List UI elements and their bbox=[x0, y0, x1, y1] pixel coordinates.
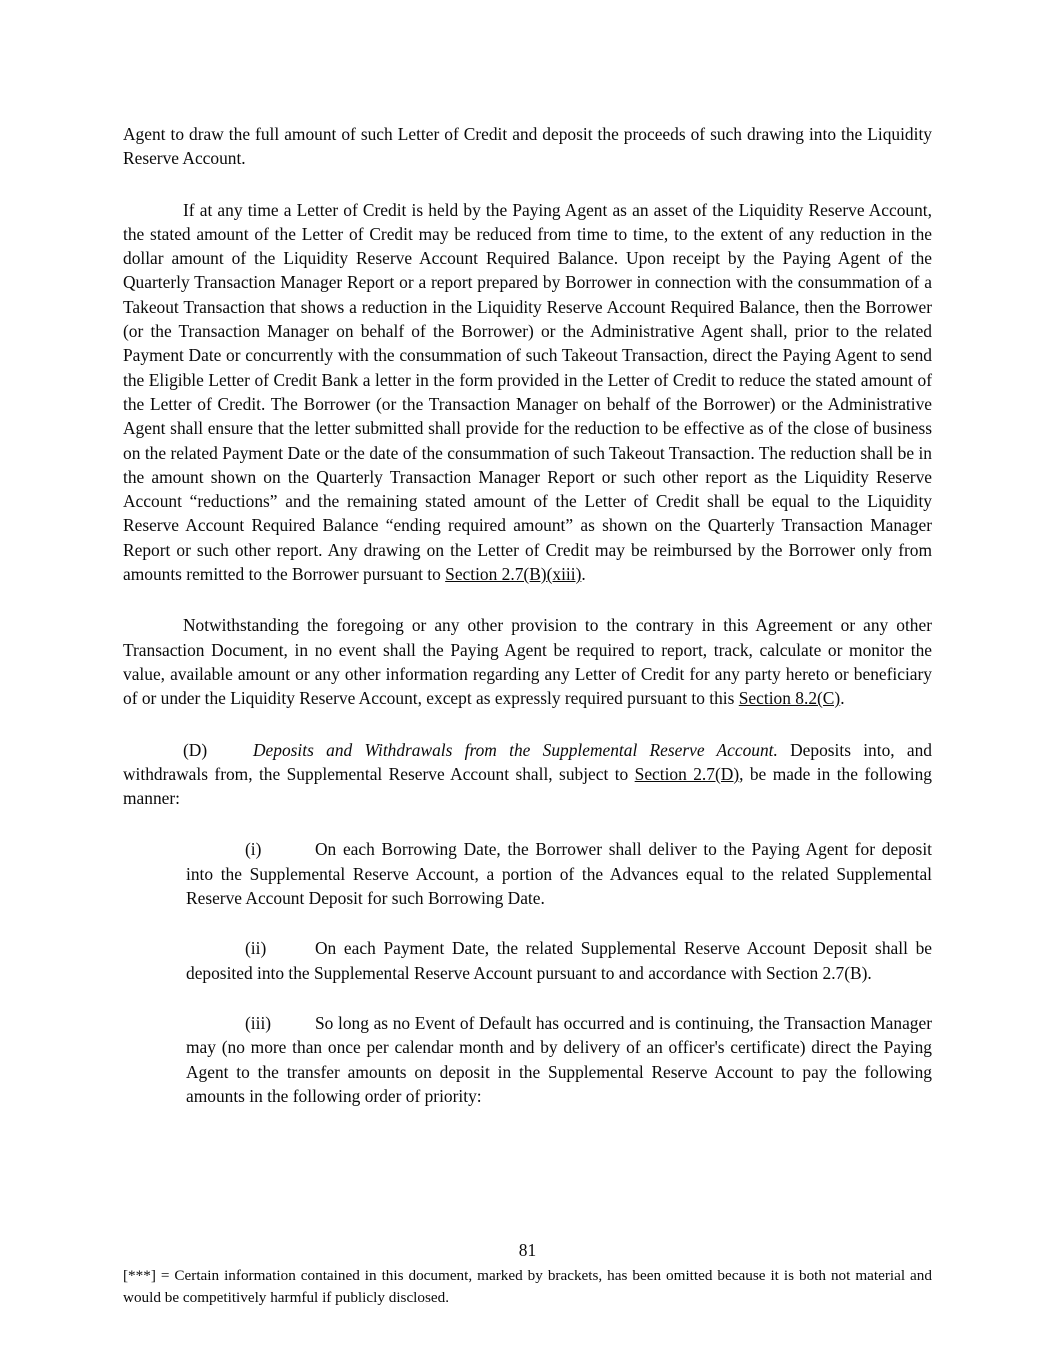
text-run: Agent to draw the full amount of such Letter of Credit and deposit the proceeds of such drawing into the Liquidity Reserve Account. bbox=[123, 124, 932, 169]
text-run: Notwithstanding the foregoing or any other provision to the contrary in this Agreement or any other Transaction Document, in no event shall the Paying Agent be required to report, track, calculate or monitor the value, available amount or any other information regarding any Letter of Credit for any party hereto or beneficiary of or under the Liquidity Reserve Account, except as expressly required pursuant to this bbox=[123, 615, 932, 709]
section-reference: Section 2.7(D) bbox=[634, 763, 740, 784]
text-run: Deposits and Withdrawals from the Supplemental Reserve Account. bbox=[253, 739, 778, 760]
item-label: (D) bbox=[183, 739, 208, 760]
text-run: , be made in the following manner: bbox=[123, 763, 932, 809]
sub-item bbox=[186, 837, 932, 910]
section-reference: Section 8.2(C) bbox=[738, 688, 841, 709]
text-run: . bbox=[581, 564, 586, 585]
confidentiality-note: [***] = Certain information contained in this document, marked by brackets, has been omitted because it is both not material and would be competitively harmful if publicly disclosed. bbox=[123, 1267, 932, 1307]
section-reference: Section 2.7(B)(xiii) bbox=[445, 564, 582, 585]
text-run: On each Payment Date, the related Supplemental Reserve Account Deposit shall be deposited into the Supplemental Reserve Account pursuant to and accordance with Section 2.7(B). bbox=[186, 938, 932, 983]
paragraph bbox=[123, 613, 932, 710]
text-run: . bbox=[840, 688, 845, 709]
page-number: 81 bbox=[518, 1240, 537, 1261]
item-label: (iii) bbox=[245, 1012, 272, 1033]
sub-item bbox=[186, 936, 932, 985]
text-run: Deposits into, and withdrawals from, the Supplemental Reserve Account shall, subject to bbox=[123, 739, 932, 784]
paragraph bbox=[123, 122, 932, 171]
page-footer bbox=[123, 1238, 932, 1309]
item-label: (i) bbox=[245, 839, 262, 860]
paragraph bbox=[123, 198, 932, 587]
text-run: So long as no Event of Default has occurred and is continuing, the Transaction Manager may (no more than once per calendar month and by delivery of an officer's certificate) direct the Paying Agent to the transfer amounts on deposit in the Supplemental Reserve Account to pay the following amounts in the following order of priority: bbox=[186, 1012, 932, 1106]
paragraph bbox=[123, 738, 932, 811]
sub-item bbox=[186, 1011, 932, 1108]
item-label: (ii) bbox=[245, 938, 267, 959]
document-body bbox=[123, 122, 932, 1108]
text-run: On each Borrowing Date, the Borrower shall deliver to the Paying Agent for deposit into the Supplemental Reserve Account, a portion of the Advances equal to the related Supplemental Reserve Account Deposit for such Borrowing Date. bbox=[186, 839, 932, 909]
text-run: If at any time a Letter of Credit is held by the Paying Agent as an asset of the Liquidity Reserve Account, the stated amount of the Letter of Credit may be reduced from time to time, to the extent of any reduction in the dollar amount of the Liquidity Reserve Account Required Balance. Upon receipt by the Paying Agent of the Quarterly Transaction Manager Report or a report prepared by Borrower in connection with the consummation of a Takeout Transaction that shows a reduction in the Liquidity Reserve Account Required Balance, then the Borrower (or the Transaction Manager on behalf of the Borrower) or the Administrative Agent shall, prior to the related Payment Date or concurrently with the consummation of such Takeout Transaction, direct the Paying Agent to send the Eligible Letter of Credit Bank a letter in the form provided in the Letter of Credit to reduce the stated amount of the Letter of Credit. The Borrower (or the Transaction Manager on behalf of the Borrower) or the Administrative Agent shall ensure that the letter submitted shall provide for the reduction to be effective as of the close of business on the related Payment Date or the date of the consummation of such Takeout Transaction. The reduction shall be in the amount shown on the Quarterly Transaction Manager Report or such other report as the Liquidity Reserve Account “reductions” and the remaining stated amount of the Letter of Credit shall be equal to the Liquidity Reserve Account Required Balance “ending required amount” as shown on the Quarterly Transaction Manager Report or such other report. Any drawing on the Letter of Credit may be reimbursed by the Borrower only from amounts remitted to the Borrower pursuant to bbox=[123, 199, 932, 585]
